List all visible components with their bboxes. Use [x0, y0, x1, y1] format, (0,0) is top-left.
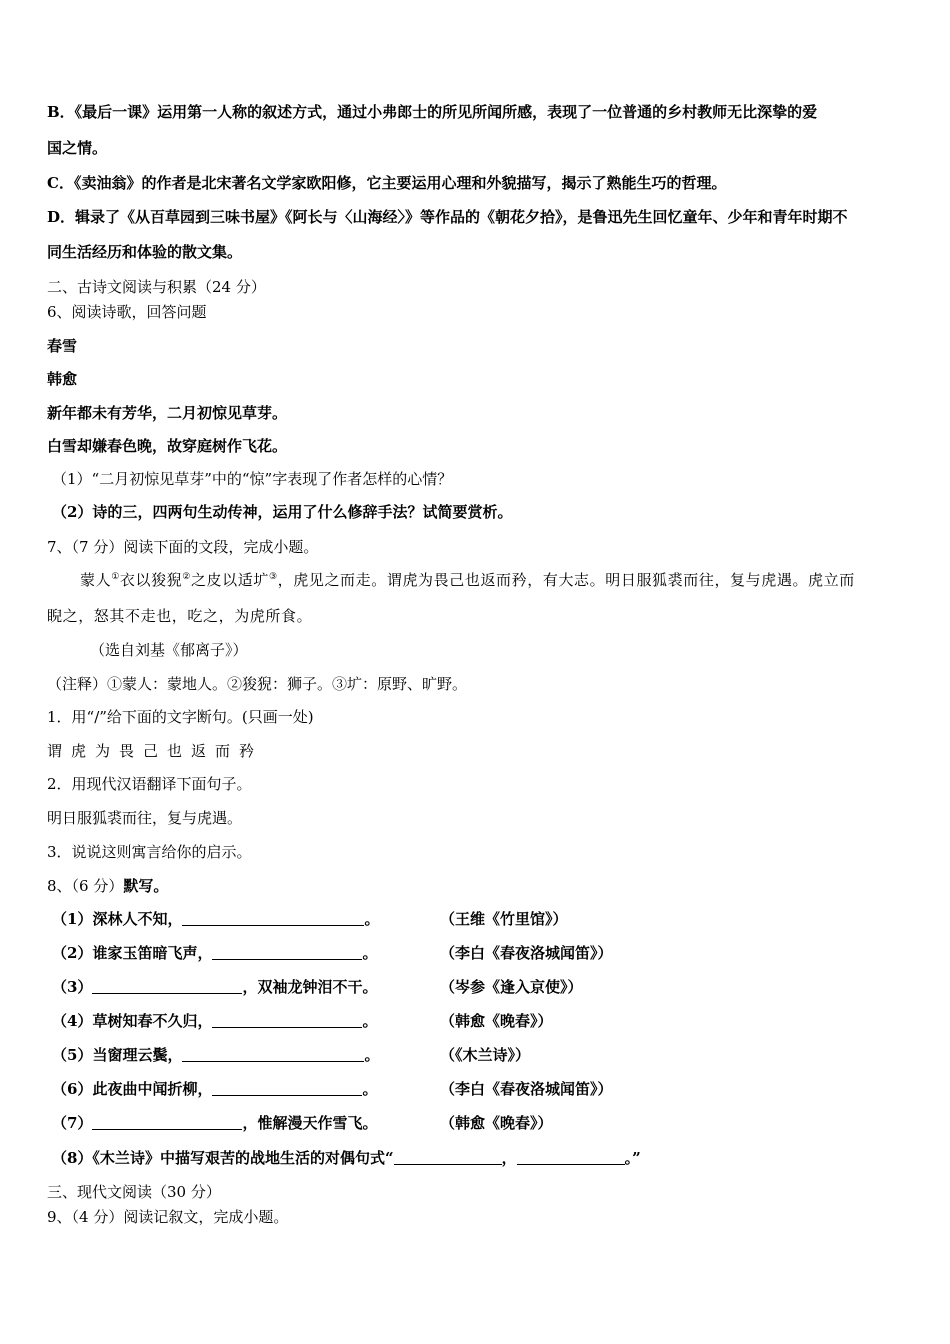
row-number: （7） — [52, 1114, 93, 1132]
option-d-line2: 同生活经历和体验的散文集。 — [47, 243, 243, 261]
row-number: （6） — [52, 1080, 93, 1098]
answer-blank[interactable] — [182, 911, 364, 926]
dictation-row-8 — [52, 1148, 641, 1168]
dictation-row-6 — [52, 1079, 613, 1099]
answer-blank[interactable] — [517, 1150, 625, 1165]
q9-prompt: 9、（4 分）阅读记叙文，完成小题。 — [47, 1208, 289, 1226]
q8-prompt-score: 8、（6 分） — [47, 877, 124, 895]
q7-passage-line1 — [80, 570, 855, 590]
row-source: （李白《春夜洛城闻笛》） — [440, 944, 613, 962]
row-after: 。 — [364, 910, 380, 928]
passage-seg-c: 之皮以适圹 — [190, 571, 269, 589]
passage-seg-d: ，虎见之而走。谓虎为畏己也返而矜，有大志。明日服狐裘而往，复与虎遇。虎立而 — [277, 571, 855, 589]
row-before: 草树知春不久归， — [92, 1012, 213, 1030]
option-d-line1: D．辑录了《从百草园到三味书屋》《阿长与〈山海经〉》等作品的《朝花夕拾》，是鲁迅先生回忆童年、少年和青年时期不 — [47, 208, 848, 226]
row-source: （韩愈《晚春》） — [440, 1012, 553, 1030]
poem-line2: 白雪却嫌春色晚，故穿庭树作飞花。 — [47, 437, 288, 455]
poem-author: 韩愈 — [47, 370, 78, 388]
row8-end: 。” — [624, 1149, 641, 1167]
answer-blank[interactable] — [92, 1115, 242, 1130]
answer-blank[interactable] — [394, 1150, 502, 1165]
passage-seg-b: 衣以狻猊 — [119, 571, 183, 589]
q6-prompt: 6、阅读诗歌，回答问题 — [47, 303, 207, 321]
row-before: 此夜曲中闻折柳， — [92, 1080, 213, 1098]
q7-prompt: 7、（7 分）阅读下面的文段，完成小题。 — [47, 538, 319, 556]
note-marker-2: ② — [182, 572, 191, 582]
option-c-line1: C．《卖油翁》的作者是北宋著名文学家欧阳修，它主要运用心理和外貌描写，揭示了熟能生巧的哲理。 — [47, 174, 727, 192]
row-source: （韩愈《晚春》） — [440, 1114, 553, 1132]
answer-blank[interactable] — [212, 1081, 362, 1096]
q7-passage-line2: 睨之，怒其不走也，吃之，为虎所食。 — [47, 607, 313, 625]
q7-sub1: 1．用“/”给下面的文字断句。(只画一处) — [47, 708, 314, 726]
option-b-line1: B．《最后一课》运用第一人称的叙述方式，通过小弗郎士的所见所闻所感，表现了一位普通的乡村教师无比深挚的爱 — [47, 103, 818, 121]
q6-sub1: （1）“二月初惊见草芽”中的“惊”字表现了作者怎样的心情？ — [52, 470, 453, 488]
q6-sub2: （2）诗的三，四两句生动传神，运用了什么修辞手法？试简要赏析。 — [52, 503, 513, 521]
row-after: 。 — [364, 1046, 380, 1064]
row-number: （5） — [52, 1046, 93, 1064]
row-after: ，双袖龙钟泪不干。 — [242, 978, 378, 996]
row-source: （王维《竹里馆》） — [440, 910, 568, 928]
row8-comma: ， — [501, 1149, 517, 1167]
q8-prompt — [47, 876, 168, 896]
row-source: （《木兰诗》） — [440, 1046, 531, 1064]
option-b-line2: 国之情。 — [47, 139, 108, 157]
row-number: （3） — [52, 978, 93, 996]
q7-notes: （注释）①蒙人：蒙地人。②狻猊：狮子。③圹：原野、旷野。 — [47, 675, 468, 693]
note-marker-3: ③ — [268, 572, 278, 582]
row-source: （岑参《逢入京使》） — [440, 978, 583, 996]
row-number: （4） — [52, 1012, 93, 1030]
poem-title: 春雪 — [47, 337, 78, 355]
row-after: ，惟解漫天作雪飞。 — [242, 1114, 378, 1132]
q7-sub2-text: 明日服狐裘而往，复与虎遇。 — [47, 809, 243, 827]
note-marker-1: ① — [111, 572, 120, 582]
row-number: （1） — [52, 910, 93, 928]
q7-sub1-text: 谓虎为畏己也返而矜 — [47, 742, 264, 760]
q7-source: （选自刘基《郁离子》） — [90, 641, 248, 659]
row-before: 深林人不知， — [92, 910, 183, 928]
row-after: 。 — [362, 944, 378, 962]
q8-prompt-label: 默写。 — [123, 877, 169, 895]
dictation-row-2 — [52, 943, 613, 963]
answer-blank[interactable] — [212, 945, 362, 960]
q7-sub3: 3．说说这则寓言给你的启示。 — [47, 843, 252, 861]
row-before: 谁家玉笛暗飞声， — [92, 944, 213, 962]
row-number: （2） — [52, 944, 93, 962]
dictation-row-7 — [52, 1113, 553, 1133]
dictation-row-4 — [52, 1011, 553, 1031]
row-source: （李白《春夜洛城闻笛》） — [440, 1080, 613, 1098]
answer-blank[interactable] — [182, 1047, 364, 1062]
row-before: 当窗理云鬓， — [92, 1046, 183, 1064]
dictation-row-5 — [52, 1045, 530, 1065]
dictation-row-3 — [52, 977, 583, 997]
answer-blank[interactable] — [212, 1013, 362, 1028]
dictation-row-1 — [52, 909, 568, 929]
row-after: 。 — [362, 1080, 378, 1098]
q7-sub2: 2．用现代汉语翻译下面句子。 — [47, 775, 252, 793]
section2-heading: 二、古诗文阅读与积累（24 分） — [47, 278, 266, 296]
section3-heading: 三、现代文阅读（30 分） — [47, 1183, 221, 1201]
passage-seg-a: 蒙人 — [80, 571, 112, 589]
row8-prompt: （8）《木兰诗》中描写艰苦的战地生活的对偶句式“ — [52, 1149, 394, 1167]
row-after: 。 — [362, 1012, 378, 1030]
answer-blank[interactable] — [92, 979, 242, 994]
poem-line1: 新年都未有芳华，二月初惊见草芽。 — [47, 404, 288, 422]
